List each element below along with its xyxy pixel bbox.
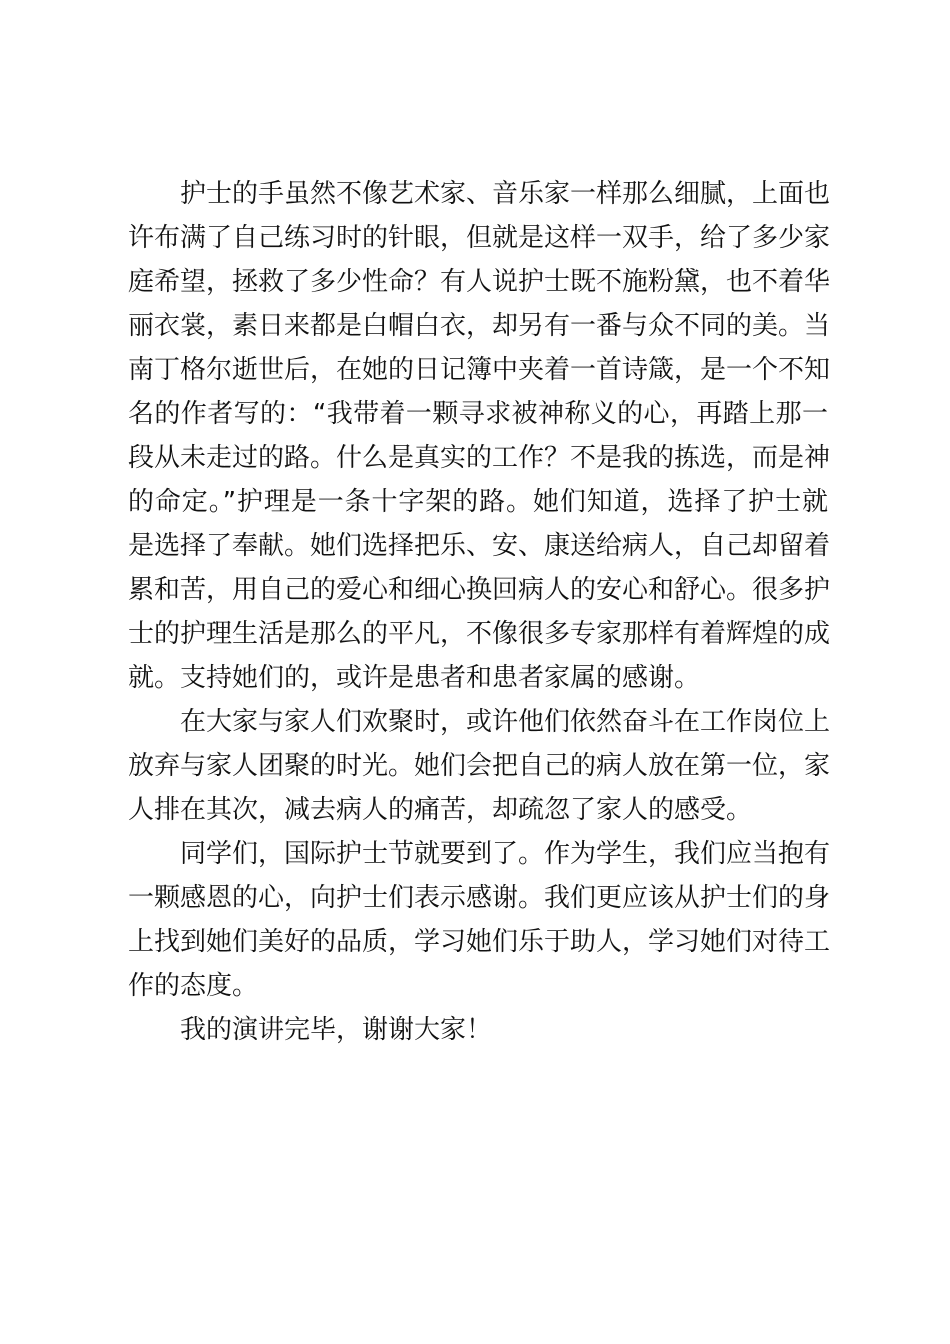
paragraph-1-line-12: 就。支持她们的，或许是患者和患者家属的感谢。 — [128, 663, 701, 693]
paragraph-1-line-7: 段从未走过的路。什么是真实的工作？不是我的拣选，而是神 — [128, 443, 831, 473]
paragraph-1-line-5: 南丁格尔逝世后，在她的日记簿中夹着一首诗箴，是一个不知 — [128, 355, 831, 385]
paragraph-3-line-1: 同学们，国际护士节就要到了。作为学生，我们应当抱有 — [180, 839, 831, 869]
paragraph-1-line-6: 名的作者写的：“我带着一颗寻求被神称义的心，再踏上那一 — [128, 399, 828, 429]
paragraph-1-line-11: 士的护理生活是那么的平凡，不像很多专家那样有着辉煌的成 — [128, 619, 831, 649]
paragraph-1-line-9: 是选择了奉献。她们选择把乐、安、康送给病人，自己却留着 — [128, 531, 831, 561]
paragraph-4-line-1: 我的演讲完毕，谢谢大家！ — [180, 1015, 493, 1045]
paragraph-1-line-8: 的命定。”护理是一条十字架的路。她们知道，选择了护士就 — [128, 487, 828, 517]
paragraph-1-line-4: 丽衣裳，素日来都是白帽白衣，却另有一番与众不同的美。当 — [128, 311, 831, 341]
paragraph-3-line-3: 上找到她们美好的品质，学习她们乐于助人，学习她们对待工 — [128, 927, 831, 957]
paragraph-2-line-1: 在大家与家人们欢聚时，或许他们依然奋斗在工作岗位上 — [180, 707, 831, 737]
paragraph-3-line-2: 一颗感恩的心，向护士们表示感谢。我们更应该从护士们的身 — [128, 883, 831, 913]
paragraph-1-line-2: 许布满了自己练习时的针眼，但就是这样一双手，给了多少家 — [128, 223, 831, 253]
paragraph-1-line-10: 累和苦，用自己的爱心和细心换回病人的安心和舒心。很多护 — [128, 575, 831, 605]
paragraph-1-line-3: 庭希望，拯救了多少性命？有人说护士既不施粉黛，也不着华 — [128, 267, 831, 297]
paragraph-2-line-2: 放弃与家人团聚的时光。她们会把自己的病人放在第一位，家 — [128, 751, 831, 781]
paragraph-3-line-4: 作的态度。 — [128, 971, 259, 1001]
paragraph-2-line-3: 人排在其次，减去病人的痛苦，却疏忽了家人的感受。 — [128, 795, 753, 825]
paragraph-1-line-1: 护士的手虽然不像艺术家、音乐家一样那么细腻，上面也 — [180, 179, 831, 209]
